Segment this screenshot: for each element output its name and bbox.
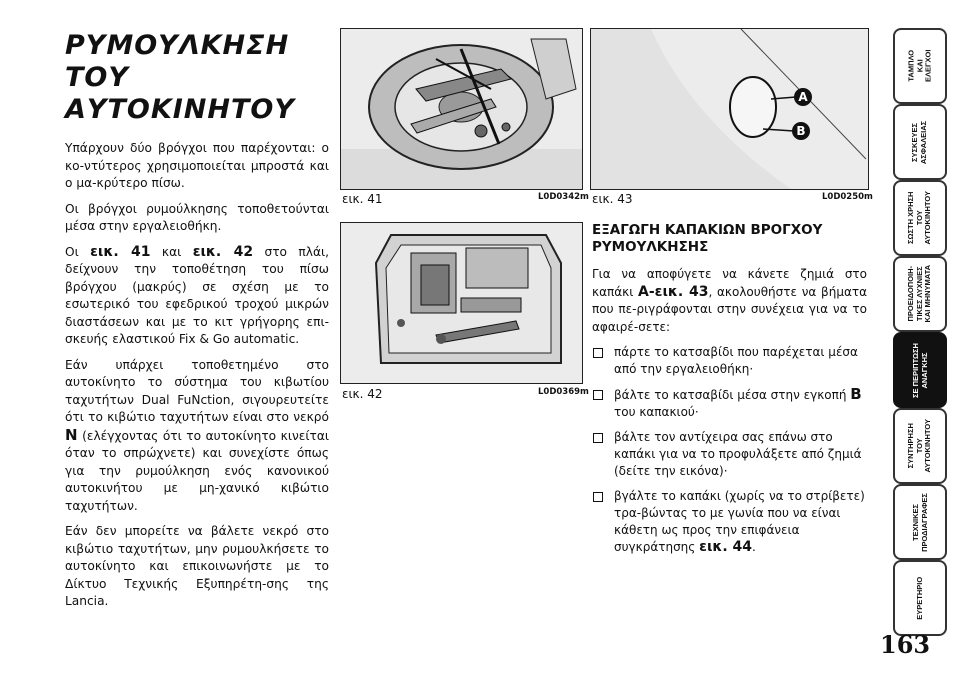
label-a: A <box>798 90 808 104</box>
paragraph-3: Οι εικ. 41 και εικ. 42 στο πλάι, δείχνουν την τοποθέτηση του πίσω βρόγχου (μακρύς) σε σχέση με το εσωτερικό του εφεδρικού τροχού μικρών διαστάσεων και με το κιτ γρήγορης επι-σκευής ελαστικού Fix & Go automatic. <box>65 243 330 346</box>
checkbox-bullet-icon <box>593 492 603 502</box>
checkbox-bullet-icon <box>593 390 603 400</box>
tab-warning-lights[interactable]: ΠΡΟΕΙΔΟΠΟΙΗ- ΤΙΚΕΣ ΛΥΧΝΙΕΣ ΚΑΙ ΜΗΝΥΜΑΤΑ <box>893 256 947 332</box>
sub-heading: ΕΞΑΓΩΓΗ ΚΑΠΑΚΙΩΝ ΒΡΟΓΧΟΥ ΡΥΜΟΥΛΚΗΣΗΣ <box>592 222 823 255</box>
figure-42-caption: εικ. 42 <box>342 387 383 401</box>
steps-list <box>592 344 867 556</box>
figure-43-image <box>590 28 869 190</box>
figure-ref-43[interactable]: A-εικ. 43 <box>638 283 709 300</box>
list-item: βγάλτε το καπάκι (χωρίς να το στρίβετε) τρα-βώντας το με γωνία που να είναι κάθετη ως προς την επιφάνεια συγκράτησης εικ. 44. <box>592 488 867 556</box>
tow-hook-cover-illustration <box>591 29 868 189</box>
spare-wheel-illustration <box>341 29 582 189</box>
tab-correct-use[interactable]: ΣΩΣΤΗ ΧΡΗΣΗ ΤΟΥ ΑΥΤΟΚΙΝΗΤΟΥ <box>893 180 947 256</box>
figure-ref-44[interactable]: εικ. 44 <box>699 539 753 555</box>
figure-41-caption: εικ. 41 <box>342 192 383 206</box>
figure-43-code: L0D0250m <box>822 192 873 202</box>
figure-ref-41[interactable]: εικ. 41 <box>90 243 151 260</box>
list-item: πάρτε το κατσαβίδι που παρέχεται μέσα από την εργαλειοθήκη· <box>592 344 867 378</box>
tab-index[interactable]: ΕΥΡΕΤΗΡΙΟ <box>893 560 947 636</box>
figure-42-image <box>340 222 583 384</box>
checkbox-bullet-icon <box>593 348 603 358</box>
tab-dashboard-controls[interactable]: ΤΑΜΠΛΟ ΚΑΙ ΕΛΕΓΧΟΙ <box>893 28 947 104</box>
list-item: βάλτε τον αντίχειρα σας επάνω στο καπάκι για να το προφυλάξετε από ζημιά (δείτε την εικόνα)· <box>592 429 867 480</box>
tab-technical-specs[interactable]: ΤΕΧΝΙΚΕΣ ΠΡΟΔΙΑΓΡΑΦΕΣ <box>893 484 947 560</box>
section-title: ΡΥΜΟΥΛΚΗΣΗ ΤΟΥ ΑΥΤΟΚΙΝΗΤΟΥ <box>65 30 295 125</box>
figure-41-image <box>340 28 583 190</box>
checkbox-bullet-icon <box>593 433 603 443</box>
main-text-column <box>65 30 329 619</box>
tab-emergency[interactable]: ΣΕ ΠΕΡΙΠΤΩΣΗ ΑΝΑΓΚΗΣ <box>893 332 947 408</box>
paragraph-1: Υπάρχουν δύο βρόγχοι που παρέχονται: ο κο-ντύτερος χρησιμοποιείται μπροστά και ο μα-κρύτερο πίσω. <box>65 141 329 190</box>
paragraph-4: Εάν υπάρχει τοποθετημένο στο αυτοκίνητο το σύστημα του κιβωτίου ταχυτήτων Dual FuNction, σιγουρευτείτε ότι το κιβώτιο ταχυτήτων είναι στο νεκρό N (ελέγχοντας ότι το αυτοκίνητο κινείται όταν το σπρώχνετε) και συνεχίστε όπως για την ρυμούλκηση ενός κανονικού αυτοκινήτου με μη-χανικό κιβώτιο ταχυτήτων. <box>65 357 329 513</box>
figure-42-code: L0D0369m <box>538 387 589 397</box>
repair-kit-illustration <box>341 223 582 383</box>
figure-43-caption: εικ. 43 <box>592 192 633 206</box>
intro-paragraph: Για να αποφύγετε να κάνετε ζημιά στο καπάκι A-εικ. 43, ακολουθήστε να βήματα που πε-ριγράφονται στην συνέχεια για να το αφαιρέ-σετε: <box>592 267 867 334</box>
paragraph-5: Εάν δεν μπορείτε να βάλετε νεκρό στο κιβώτιο ταχυτήτων, μην ρυμουλκήσετε το αυτοκίνητο και επικοινωνήστε με το Δίκτυο Τεχνικής Εξυπηρέτη-σης της Lancia. <box>65 524 329 608</box>
figure-ref-42[interactable]: εικ. 42 <box>192 243 254 260</box>
page-number: 163 <box>880 630 931 659</box>
neutral-gear-label: N <box>65 425 78 444</box>
tab-safety-devices[interactable]: ΣΥΣΚΕΥΕΣ ΑΣΦΑΛΕΙΑΣ <box>893 104 947 180</box>
list-item: βάλτε το κατσαβίδι μέσα στην εγκοπή B του καπακιού· <box>592 386 867 421</box>
paragraph-2: Οι βρόγχοι ρυμούλκησης τοποθετούνται μέσα στην εργαλειοθήκη. <box>65 201 329 233</box>
tab-maintenance[interactable]: ΣΥΝΤΗΡΗΣΗ ΤΟΥ ΑΥΤΟΚΙΝΗΤΟΥ <box>893 408 947 484</box>
procedure-column <box>592 222 867 564</box>
label-b: B <box>796 124 806 138</box>
figure-41-code: L0D0342m <box>538 192 589 202</box>
